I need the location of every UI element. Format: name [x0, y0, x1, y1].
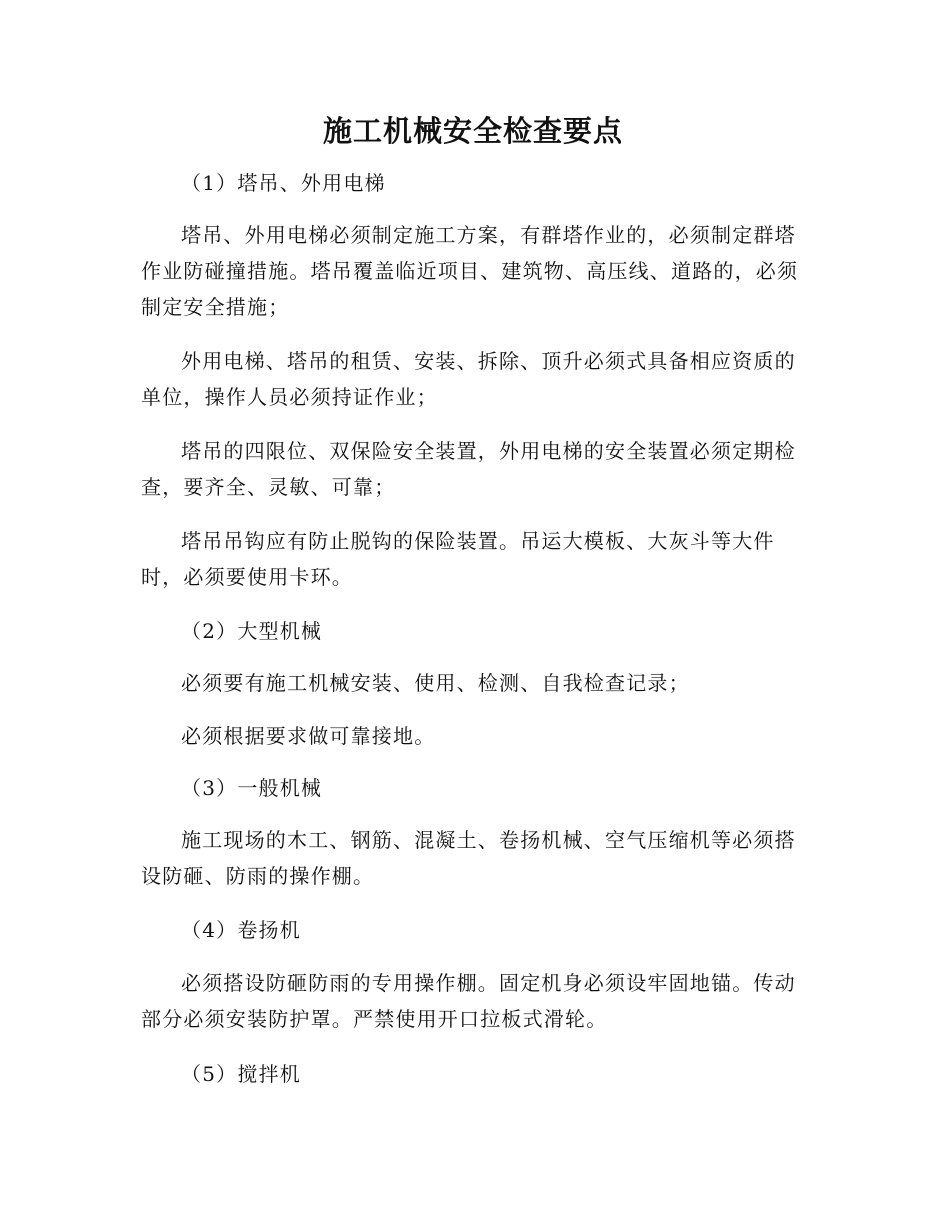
section-heading-4: （4）卷扬机 [181, 918, 301, 942]
paragraph-1-3: 塔吊的四限位、双保险安全装置，外用电梯的安全装置必须定期检查，要齐全、灵敏、可靠； [141, 439, 796, 499]
section-heading-5: （5）搅拌机 [181, 1062, 301, 1086]
paragraph-1-2: 外用电梯、塔吊的租赁、安装、拆除、顶升必须式具备相应资质的单位，操作人员必须持证作业； [141, 349, 796, 409]
document-page [141, 0, 805, 1230]
paragraph-3-1: 施工现场的木工、钢筋、混凝土、卷扬机械、空气压缩机等必须搭设防砸、防雨的操作棚。 [141, 828, 796, 888]
section-heading-3: （3）一般机械 [181, 776, 323, 800]
paragraph-1-4: 塔吊吊钩应有防止脱钩的保险装置。吊运大模板、大灰斗等大件时，必须要使用卡环。 [141, 529, 775, 589]
section-heading-1: （1）塔吊、外用电梯 [181, 171, 386, 195]
section-heading-2: （2）大型机械 [181, 619, 323, 643]
paragraph-4-1: 必须搭设防砸防雨的专用操作棚。固定机身必须设牢固地锚。传动部分必须安装防护罩。严禁使用开口拉板式滑轮。 [141, 971, 796, 1031]
paragraph-1-1: 塔吊、外用电梯必须制定施工方案，有群塔作业的，必须制定群塔作业防碰撞措施。塔吊覆盖临近项目、建筑物、高压线、道路的，必须制定安全措施； [141, 223, 799, 319]
paragraph-2-1: 必须要有施工机械安装、使用、检测、自我检查记录； [181, 671, 690, 695]
paragraph-2-2: 必须根据要求做可靠接地。 [181, 724, 436, 748]
document-title: 施工机械安全检查要点 [322, 114, 623, 148]
